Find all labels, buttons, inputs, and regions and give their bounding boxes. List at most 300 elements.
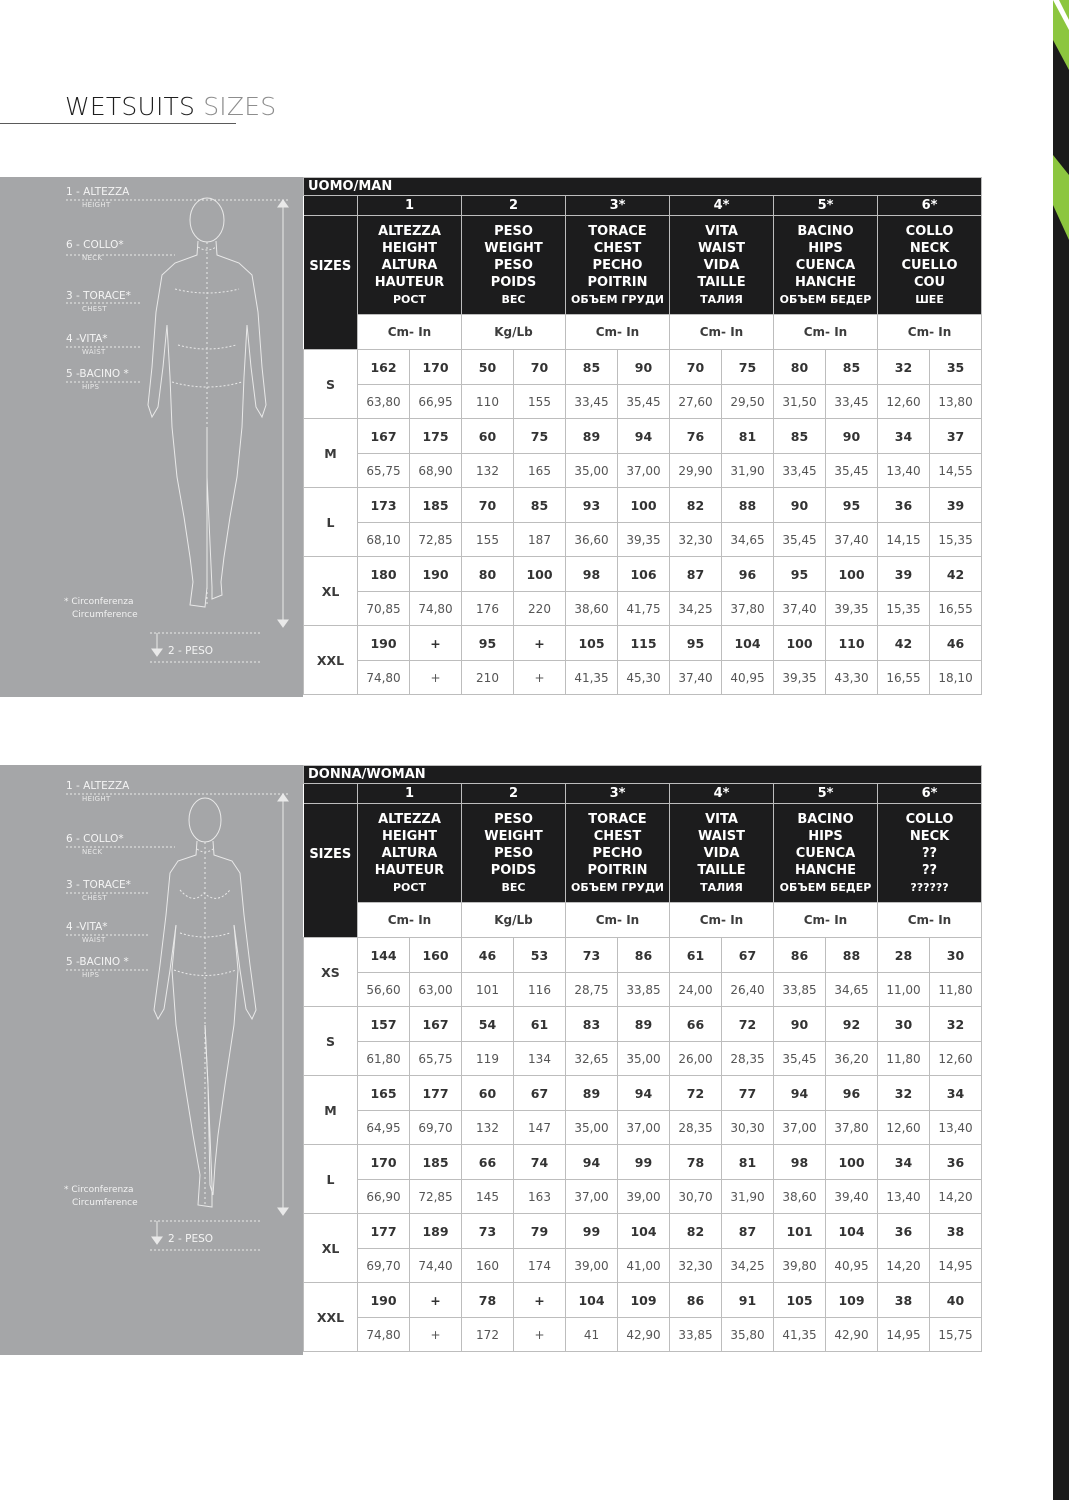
measure-waist	[66, 921, 108, 944]
sizes-label: SIZES	[309, 259, 352, 274]
cm-value: 46	[930, 626, 982, 661]
in-value: 33,45	[826, 385, 878, 419]
measure-waist-sub: WAIST	[82, 348, 106, 356]
in-value: 74,80	[358, 1318, 410, 1352]
in-value: 45,30	[618, 661, 670, 695]
in-value: 14,20	[930, 1180, 982, 1214]
in-value: 24,00	[670, 973, 722, 1007]
corner-cell	[304, 196, 358, 216]
in-value: 65,75	[358, 454, 410, 488]
cm-value: 70	[670, 350, 722, 385]
in-value: 39,80	[774, 1249, 826, 1283]
measure-neck-label: 6 - COLLO*	[66, 239, 124, 251]
in-value: 39,00	[566, 1249, 618, 1283]
cm-value: 42	[878, 626, 930, 661]
cm-value: +	[410, 1283, 462, 1318]
women-size-section	[0, 765, 982, 1355]
column-header-line: WEIGHT	[484, 240, 543, 256]
in-value: 41,75	[618, 592, 670, 626]
in-value: 37,00	[566, 1180, 618, 1214]
cm-value: 53	[514, 938, 566, 973]
in-value: 33,45	[774, 454, 826, 488]
column-number: 6*	[878, 784, 982, 804]
in-value: 14,55	[930, 454, 982, 488]
cm-value: 100	[826, 1145, 878, 1180]
in-value: 41	[566, 1318, 618, 1352]
cm-value: 30	[930, 938, 982, 973]
table-row	[304, 419, 982, 454]
in-value: 210	[462, 661, 514, 695]
circumference-note-line2: Circumference	[72, 610, 138, 620]
in-value: 43,30	[826, 661, 878, 695]
in-value: 30,30	[722, 1111, 774, 1145]
in-value: 63,80	[358, 385, 410, 419]
in-value: 30,70	[670, 1180, 722, 1214]
men-size-section	[0, 177, 982, 697]
column-header-line: HANCHE	[794, 274, 857, 290]
column-header-line: ALTURA	[381, 257, 438, 273]
column-header-ru: ШЕЕ	[915, 292, 944, 306]
cm-value: +	[410, 626, 462, 661]
in-value: +	[514, 661, 566, 695]
in-value: 68,10	[358, 523, 410, 557]
column-header-ru: ТАЛИЯ	[700, 880, 743, 894]
column-number: 1	[358, 784, 462, 804]
table-row	[304, 1283, 982, 1318]
column-number: 2	[462, 784, 566, 804]
column-header-line: ALTEZZA	[378, 223, 441, 239]
cm-value: 66	[670, 1007, 722, 1042]
cm-value: 98	[566, 557, 618, 592]
in-value: 172	[462, 1318, 514, 1352]
cm-value: 37	[930, 419, 982, 454]
measure-neck	[66, 833, 124, 856]
column-header-line: CHEST	[593, 828, 642, 844]
column-header-line: COLLO	[905, 811, 954, 827]
unit-label: Cm- In	[670, 315, 774, 350]
table-row	[304, 488, 982, 523]
measure-neck-label: 6 - COLLO*	[66, 833, 124, 845]
female-figure-outline	[0, 765, 303, 1355]
male-figure-outline	[0, 177, 303, 697]
in-value: 163	[514, 1180, 566, 1214]
table-row	[304, 1076, 982, 1111]
cm-value: 40	[930, 1283, 982, 1318]
circumference-note-line2: Circumference	[72, 1198, 138, 1208]
cm-value: 38	[930, 1214, 982, 1249]
size-label: S	[304, 350, 358, 419]
cm-value: 77	[722, 1076, 774, 1111]
in-value: 11,80	[930, 973, 982, 1007]
cm-value: 79	[514, 1214, 566, 1249]
cm-value: 185	[410, 488, 462, 523]
in-value: 39,40	[826, 1180, 878, 1214]
cm-value: 86	[670, 1283, 722, 1318]
in-value: 29,50	[722, 385, 774, 419]
in-value: 32,30	[670, 1249, 722, 1283]
in-value: 145	[462, 1180, 514, 1214]
in-value: 37,80	[826, 1111, 878, 1145]
in-value: 26,00	[670, 1042, 722, 1076]
column-number: 1	[358, 196, 462, 216]
cm-value: 72	[722, 1007, 774, 1042]
cm-value: 94	[774, 1076, 826, 1111]
unit-row	[304, 903, 982, 938]
table-row	[304, 1180, 982, 1214]
unit-label: Cm- In	[878, 903, 982, 938]
table-caption-row	[304, 178, 982, 196]
in-value: 61,80	[358, 1042, 410, 1076]
cm-value: 50	[462, 350, 514, 385]
cm-value: 180	[358, 557, 410, 592]
cm-value: 80	[462, 557, 514, 592]
cm-value: 30	[878, 1007, 930, 1042]
cm-value: 90	[774, 488, 826, 523]
cm-value: 67	[722, 938, 774, 973]
cm-value: 99	[566, 1214, 618, 1249]
in-value: +	[514, 1318, 566, 1352]
in-value: 33,85	[618, 973, 670, 1007]
size-label: XXL	[304, 626, 358, 695]
column-number-row	[304, 196, 982, 216]
cm-value: 104	[722, 626, 774, 661]
cm-value: 90	[826, 419, 878, 454]
in-value: 72,85	[410, 1180, 462, 1214]
cm-value: 90	[618, 350, 670, 385]
measure-waist	[66, 333, 108, 356]
column-header-ru: ТАЛИЯ	[700, 292, 743, 306]
column-header-line: POIDS	[490, 862, 537, 878]
cm-value: 39	[930, 488, 982, 523]
table-row	[304, 1249, 982, 1283]
sizes-label: SIZES	[309, 847, 352, 862]
size-label: M	[304, 1076, 358, 1145]
size-label: XXL	[304, 1283, 358, 1352]
column-header	[462, 216, 566, 315]
column-header-line: PESO	[494, 223, 533, 239]
cm-value: 83	[566, 1007, 618, 1042]
cm-value: 96	[722, 557, 774, 592]
in-value: 165	[514, 454, 566, 488]
column-header-line: PESO	[494, 845, 533, 861]
in-value: 31,90	[722, 454, 774, 488]
in-value: 74,80	[410, 592, 462, 626]
cm-value: 85	[826, 350, 878, 385]
cm-value: 54	[462, 1007, 514, 1042]
column-header-line: HIPS	[808, 240, 843, 256]
in-value: 12,60	[878, 1111, 930, 1145]
in-value: 37,80	[722, 592, 774, 626]
in-value: 14,15	[878, 523, 930, 557]
column-header-line: HEIGHT	[381, 828, 437, 844]
column-header-line: ALTEZZA	[378, 811, 441, 827]
cm-value: 95	[774, 557, 826, 592]
cm-value: 85	[774, 419, 826, 454]
cm-value: 46	[462, 938, 514, 973]
measure-height-label: 1 - ALTEZZA	[66, 780, 130, 792]
column-header-line: CUENCA	[795, 845, 856, 861]
in-value: 64,95	[358, 1111, 410, 1145]
cm-value: 60	[462, 1076, 514, 1111]
column-header	[878, 216, 982, 315]
cm-value: 38	[878, 1283, 930, 1318]
in-value: 37,00	[618, 1111, 670, 1145]
column-header-line: WAIST	[698, 828, 745, 844]
in-value: 12,60	[878, 385, 930, 419]
column-header-line: TAILLE	[697, 274, 746, 290]
column-header-line: CHEST	[593, 240, 642, 256]
column-header-ru: РОСТ	[393, 880, 426, 894]
cm-value: 99	[618, 1145, 670, 1180]
sizes-header	[304, 216, 358, 350]
column-header-row	[304, 804, 982, 903]
in-value: 18,10	[930, 661, 982, 695]
cm-value: 36	[878, 1214, 930, 1249]
cm-value: 39	[878, 557, 930, 592]
cm-value: 85	[514, 488, 566, 523]
measure-neck	[66, 239, 124, 262]
cm-value: 73	[462, 1214, 514, 1249]
in-value: 155	[462, 523, 514, 557]
column-header-line: NECK	[909, 828, 950, 844]
column-header-line: ??	[921, 845, 938, 861]
cm-value: 95	[670, 626, 722, 661]
cm-value: 177	[410, 1076, 462, 1111]
measure-height-sub: HEIGHT	[82, 795, 111, 803]
in-value: 15,35	[878, 592, 930, 626]
table-row	[304, 1318, 982, 1352]
cm-value: 74	[514, 1145, 566, 1180]
in-value: 69,70	[410, 1111, 462, 1145]
in-value: 35,45	[826, 454, 878, 488]
column-header	[566, 804, 670, 903]
measure-chest	[66, 879, 131, 902]
cm-value: 42	[930, 557, 982, 592]
in-value: 28,35	[722, 1042, 774, 1076]
in-value: 37,00	[774, 1111, 826, 1145]
cm-value: 86	[774, 938, 826, 973]
in-value: 35,00	[618, 1042, 670, 1076]
in-value: 16,55	[878, 661, 930, 695]
table-row	[304, 661, 982, 695]
cm-value: 104	[566, 1283, 618, 1318]
unit-label: Kg/Lb	[462, 903, 566, 938]
cm-value: 35	[930, 350, 982, 385]
measure-chest-label: 3 - TORACE*	[66, 879, 131, 891]
in-value: 119	[462, 1042, 514, 1076]
in-value: 63,00	[410, 973, 462, 1007]
cm-value: 167	[410, 1007, 462, 1042]
in-value: 147	[514, 1111, 566, 1145]
cm-value: 85	[566, 350, 618, 385]
in-value: 31,50	[774, 385, 826, 419]
cm-value: 89	[566, 419, 618, 454]
column-header-line: CUELLO	[901, 257, 958, 273]
column-header	[670, 804, 774, 903]
cm-value: 109	[826, 1283, 878, 1318]
column-header-line: ??	[921, 862, 938, 878]
in-value: 36,60	[566, 523, 618, 557]
in-value: 38,60	[566, 592, 618, 626]
cm-value: 175	[410, 419, 462, 454]
measure-height-label: 1 - ALTEZZA	[66, 186, 130, 198]
in-value: 14,95	[930, 1249, 982, 1283]
in-value: 34,65	[722, 523, 774, 557]
column-number: 3*	[566, 784, 670, 804]
measure-waist-label: 4 -VITA*	[66, 921, 108, 933]
cm-value: 91	[722, 1283, 774, 1318]
table-row	[304, 973, 982, 1007]
column-header-line: COLLO	[905, 223, 954, 239]
size-label: L	[304, 1145, 358, 1214]
in-value: 35,45	[774, 523, 826, 557]
measure-hips-label: 5 -BACINO *	[66, 956, 129, 968]
cm-value: 190	[410, 557, 462, 592]
cm-value: 89	[566, 1076, 618, 1111]
column-header-ru: РОСТ	[393, 292, 426, 306]
in-value: +	[410, 1318, 462, 1352]
cm-value: 86	[618, 938, 670, 973]
column-number: 5*	[774, 196, 878, 216]
cm-value: 81	[722, 1145, 774, 1180]
table-caption: UOMO/MAN	[304, 178, 982, 196]
measure-chest-sub: CHEST	[82, 894, 107, 902]
measure-hips-label: 5 -BACINO *	[66, 368, 129, 380]
in-value: 14,95	[878, 1318, 930, 1352]
cm-value: 36	[930, 1145, 982, 1180]
in-value: 37,40	[774, 592, 826, 626]
cm-value: 90	[774, 1007, 826, 1042]
in-value: +	[410, 661, 462, 695]
in-value: 33,85	[774, 973, 826, 1007]
column-header-line: HIPS	[808, 828, 843, 844]
cm-value: 94	[618, 1076, 670, 1111]
measure-weight-label: 2 - PESO	[168, 1233, 214, 1245]
column-header-line: PESO	[494, 257, 533, 273]
in-value: 36,20	[826, 1042, 878, 1076]
in-value: 33,85	[670, 1318, 722, 1352]
unit-label: Kg/Lb	[462, 315, 566, 350]
cm-value: 80	[774, 350, 826, 385]
size-label: XS	[304, 938, 358, 1007]
in-value: 38,60	[774, 1180, 826, 1214]
column-header-line: PECHO	[592, 257, 643, 273]
circumference-note-line1: * Circonferenza	[64, 597, 134, 607]
in-value: 13,80	[930, 385, 982, 419]
cm-value: 92	[826, 1007, 878, 1042]
unit-label: Cm- In	[358, 315, 462, 350]
column-header-line: ALTURA	[381, 845, 438, 861]
cm-value: 104	[826, 1214, 878, 1249]
cm-value: 144	[358, 938, 410, 973]
in-value: 29,90	[670, 454, 722, 488]
cm-value: 157	[358, 1007, 410, 1042]
table-row	[304, 1007, 982, 1042]
cm-value: 110	[826, 626, 878, 661]
in-value: 176	[462, 592, 514, 626]
cm-value: 32	[930, 1007, 982, 1042]
column-header-line: HAUTEUR	[374, 274, 445, 290]
sizes-header	[304, 804, 358, 938]
in-value: 11,00	[878, 973, 930, 1007]
column-header-line: TORACE	[588, 223, 647, 239]
in-value: 33,45	[566, 385, 618, 419]
in-value: 35,45	[618, 385, 670, 419]
column-header-line: TORACE	[588, 811, 647, 827]
page-title-main: WETSUITS	[65, 92, 196, 121]
cm-value: 165	[358, 1076, 410, 1111]
in-value: 34,65	[826, 973, 878, 1007]
in-value: 187	[514, 523, 566, 557]
cm-value: 106	[618, 557, 670, 592]
cm-value: 100	[774, 626, 826, 661]
corner-cell	[304, 784, 358, 804]
table-row	[304, 557, 982, 592]
cm-value: 177	[358, 1214, 410, 1249]
in-value: 160	[462, 1249, 514, 1283]
in-value: 66,90	[358, 1180, 410, 1214]
column-number: 4*	[670, 196, 774, 216]
unit-label: Cm- In	[774, 903, 878, 938]
cm-value: 105	[566, 626, 618, 661]
column-header-line: VITA	[705, 223, 738, 239]
in-value: 174	[514, 1249, 566, 1283]
column-number: 6*	[878, 196, 982, 216]
cm-value: 93	[566, 488, 618, 523]
measure-neck-sub: NECK	[82, 254, 103, 262]
in-value: 35,00	[566, 1111, 618, 1145]
cm-value: +	[514, 1283, 566, 1318]
column-number: 5*	[774, 784, 878, 804]
size-label: XL	[304, 1214, 358, 1283]
in-value: 35,45	[774, 1042, 826, 1076]
column-number: 2	[462, 196, 566, 216]
circumference-note	[64, 596, 138, 622]
cm-value: 81	[722, 419, 774, 454]
table-row	[304, 1042, 982, 1076]
circumference-note-line1: * Circonferenza	[64, 1185, 134, 1195]
size-label: S	[304, 1007, 358, 1076]
cm-value: 105	[774, 1283, 826, 1318]
unit-label: Cm- In	[774, 315, 878, 350]
cm-value: 190	[358, 626, 410, 661]
measure-chest-sub: CHEST	[82, 305, 107, 313]
cm-value: 100	[826, 557, 878, 592]
in-value: 220	[514, 592, 566, 626]
column-header-line: WAIST	[698, 240, 745, 256]
in-value: 14,20	[878, 1249, 930, 1283]
cm-value: 98	[774, 1145, 826, 1180]
in-value: 39,35	[826, 592, 878, 626]
cm-value: 76	[670, 419, 722, 454]
in-value: 70,85	[358, 592, 410, 626]
cm-value: 95	[462, 626, 514, 661]
cm-value: 66	[462, 1145, 514, 1180]
column-header	[878, 804, 982, 903]
cm-value: 34	[878, 419, 930, 454]
column-header-ru: ВЕС	[501, 880, 526, 894]
in-value: 132	[462, 1111, 514, 1145]
cm-value: 34	[930, 1076, 982, 1111]
column-header	[670, 216, 774, 315]
in-value: 39,35	[774, 661, 826, 695]
column-header	[358, 216, 462, 315]
cm-value: 61	[514, 1007, 566, 1042]
in-value: 26,40	[722, 973, 774, 1007]
cm-value: 87	[670, 557, 722, 592]
cm-value: +	[514, 626, 566, 661]
column-header-line: HANCHE	[794, 862, 857, 878]
